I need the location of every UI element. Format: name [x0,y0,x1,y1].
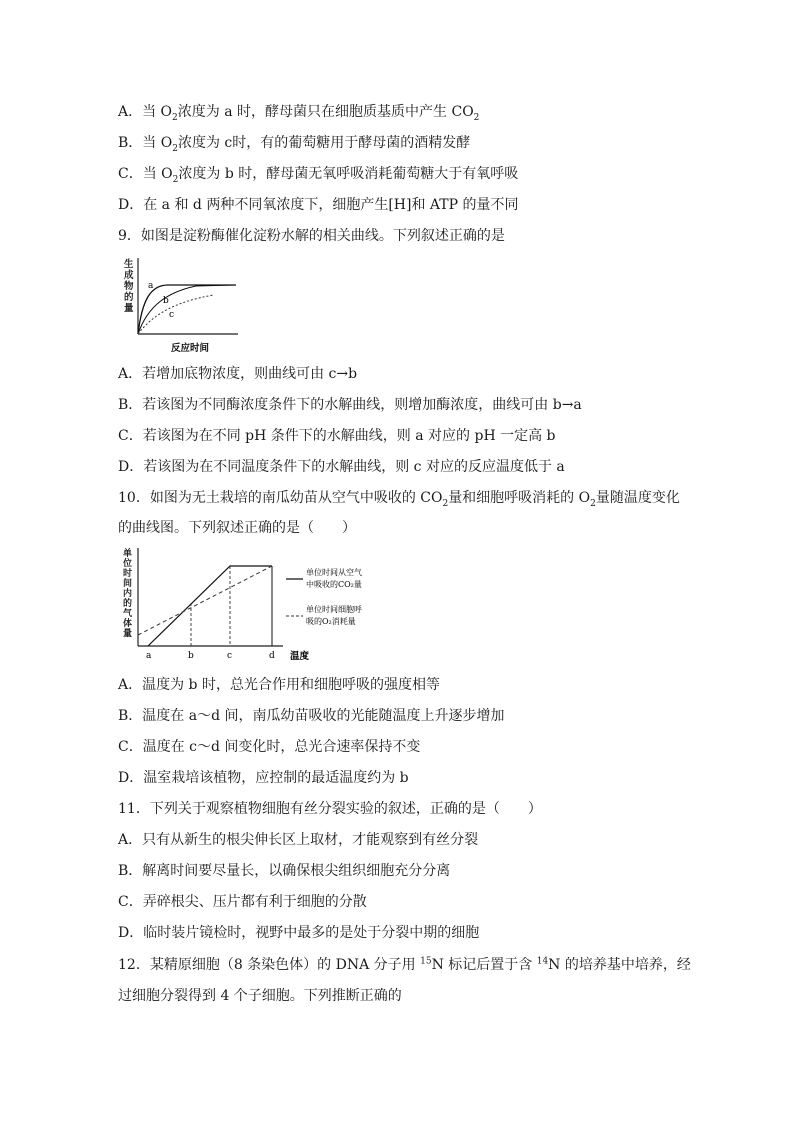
svg-text:时: 时 [123,569,133,579]
svg-text:量: 量 [124,303,134,314]
q10-legend-solid-1: 单位时间从空气 [306,568,362,577]
q8-option-c: C．当 $O_2$浓度为 b 时，酵母菌无氧呼吸消耗葡萄糖大于有氧呼吸 [118,166,519,185]
q10-option-b: B．温度在 a～d 间，南瓜幼苗吸收的光能随温度上升逐步增加 [118,708,505,724]
q8-option-a: A．当 $O_2$浓度为 a 时，酵母菌只在细胞质基质中产生 $CO_2$ [118,104,480,123]
q11-option-c: C．弄碎根尖、压片都有利于细胞的分散 [118,894,367,910]
q10-ylabel [122,547,133,639]
q10-option-a: A．温度为 b 时，总光合作用和细胞呼吸的强度相等 [118,677,440,693]
q11-option-b: B．解离时间要尽量长，以确保根尖组织细胞充分分离 [118,863,451,879]
svg-text:的: 的 [123,599,133,609]
q10-figure [118,546,380,666]
q10-o2-curve [138,566,272,635]
q9-curve-a [138,285,236,334]
q10-xlabel: 温度 [290,651,310,662]
q11-option-d: D．临时装片镜检时，视野中最多的是处于分裂中期的细胞 [118,925,480,941]
svg-text:量: 量 [123,629,133,639]
svg-text:生: 生 [124,259,134,270]
q8-option-b: B．当 $O_2$浓度为 c时，有的葡萄糖用于酵母菌的酒精发酵 [118,135,471,154]
q9-option-b: B．若该图为不同酶浓度条件下的水解曲线，则增加酶浓度，曲线可由 b→a [118,397,582,413]
q9-label-c: c [169,310,175,320]
q10-tick-d: d [269,651,275,661]
svg-text:物: 物 [124,281,134,292]
q9-xlabel: 反应时间 [171,343,210,354]
q12-stem-line2: 过细胞分裂得到 4 个子细胞。下列推断正确的 [118,988,402,1004]
q8-option-d: D．在 a 和 d 两种不同氧浓度下，细胞产生[H]和 ATP 的量不同 [118,197,519,213]
q11-stem: 11．下列关于观察植物细胞有丝分裂实验的叙述，正确的是（ ） [118,801,542,817]
q10-option-c: C．温度在 c～d 间变化时，总光合速率保持不变 [118,739,421,755]
q10-co2-curve [148,566,272,646]
svg-text:间: 间 [123,579,133,589]
q10-tick-c: c [227,651,233,661]
q10-option-d: D．温室栽培该植物，应控制的最适温度约为 b [118,770,409,786]
q9-label-b: b [163,296,169,306]
svg-text:气: 气 [123,609,133,619]
svg-text:成: 成 [124,270,134,281]
q9-figure [118,255,248,355]
q9-curve-b [138,285,236,334]
q10-stem-line2: 的曲线图。下列叙述正确的是（ ） [118,520,356,536]
q9-option-c: C．若该图为在不同 pH 条件下的水解曲线，则 a 对应的 pH 一定高 b [118,428,556,444]
q9-label-a: a [148,281,154,291]
q12-stem-line1: 12．某精原细胞（8 条染色体）的 DNA 分子用 $^{15}$N 标记后置于含 $^{14}$N 的培养基中培养，经 [118,956,691,973]
svg-text:体: 体 [123,619,133,629]
q9-stem: 9．如图是淀粉酶催化淀粉水解的相关曲线。下列叙述正确的是 [118,228,505,244]
q9-curve-c [138,295,214,334]
q10-tick-b: b [188,651,194,661]
q9-option-d: D．若该图为在不同温度条件下的水解曲线，则 c 对应的反应温度低于 a [118,459,565,475]
q10-legend-dashed-1: 单位时间细胞呼 [306,605,362,614]
q9-option-a: A．若增加底物浓度，则曲线可由 c→b [118,366,358,382]
q10-legend-dashed-2: 吸的O₂消耗量 [306,617,356,626]
q10-stem-line1: 10．如图为无土栽培的南瓜幼苗从空气中吸收的 $CO_2$量和细胞呼吸消耗的 $O_2$量随温度变化 [118,490,680,509]
svg-text:内: 内 [123,589,133,599]
q10-tick-a: a [146,651,152,661]
q10-legend-solid-2: 中吸收的CO₂量 [306,580,362,589]
q9-ylabel [124,258,134,314]
svg-text:的: 的 [124,292,134,303]
q11-option-a: A．只有从新生的根尖伸长区上取材，才能观察到有丝分裂 [118,832,479,848]
svg-text:位: 位 [123,559,133,569]
svg-text:单: 单 [123,549,133,559]
